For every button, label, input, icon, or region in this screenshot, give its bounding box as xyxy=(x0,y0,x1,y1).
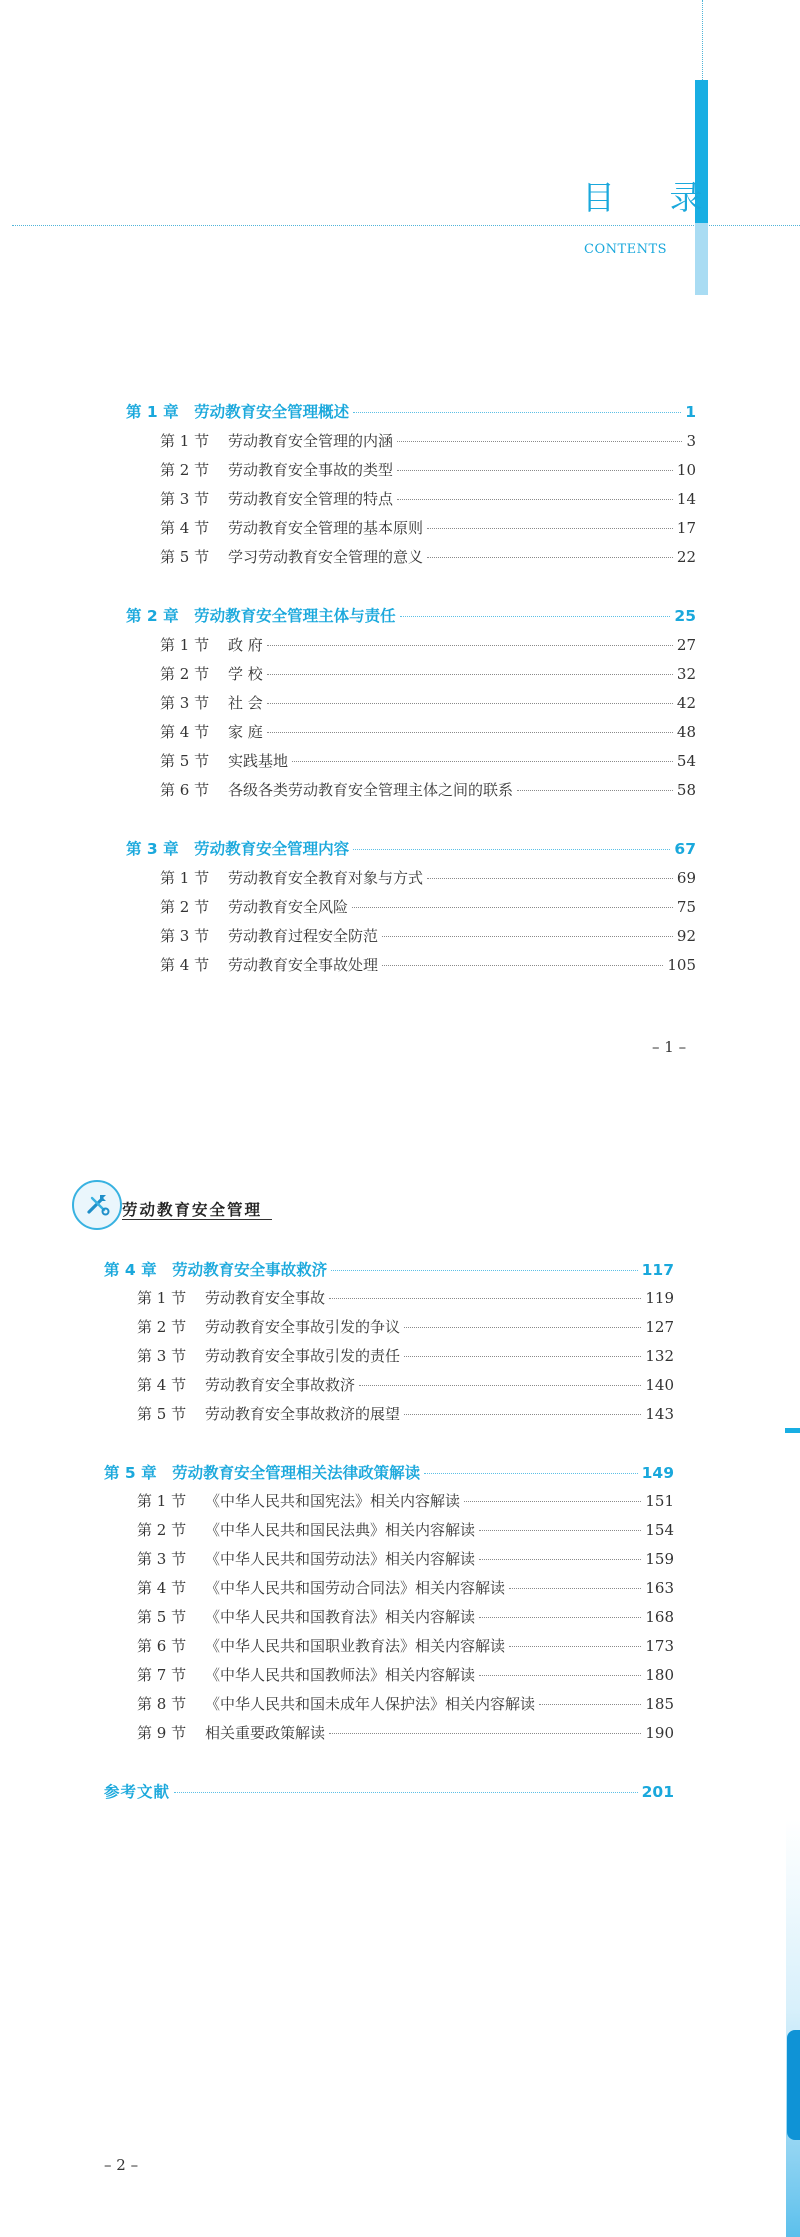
header-accent-bar-light xyxy=(695,223,708,295)
page-number-1: – 1 – xyxy=(652,1038,687,1056)
toc-section[interactable]: 第 2 节 劳动教育安全事故引发的争议 127 xyxy=(137,1318,674,1336)
page-number-2: – 2 – xyxy=(104,2156,139,2174)
toc-section[interactable]: 第 3 节 《中华人民共和国劳动法》相关内容解读 159 xyxy=(137,1550,674,1568)
toc-section[interactable]: 第 5 节 学习劳动教育安全管理的意义 22 xyxy=(160,548,696,566)
toc-section[interactable]: 第 3 节 社 会 42 xyxy=(160,694,696,712)
toc-section[interactable]: 第 2 节 《中华人民共和国民法典》相关内容解读 154 xyxy=(137,1521,674,1539)
toc-section[interactable]: 第 4 节 《中华人民共和国劳动合同法》相关内容解读 163 xyxy=(137,1579,674,1597)
header-dotted-vertical xyxy=(702,0,703,80)
toc-chapter-4[interactable]: 第 4 章 劳动教育安全事故救济 117 xyxy=(104,1261,674,1279)
page-title: 目 录 xyxy=(582,178,725,217)
tools-icon xyxy=(84,1190,112,1218)
toc-section[interactable]: 第 3 节 劳动教育安全管理的特点 14 xyxy=(160,490,696,508)
toc-chapter-3[interactable]: 第 3 章 劳动教育安全管理内容 67 xyxy=(126,840,696,858)
toc-section[interactable]: 第 1 节 政 府 27 xyxy=(160,636,696,654)
toc-section[interactable]: 第 3 节 劳动教育过程安全防范 92 xyxy=(160,927,696,945)
toc-chapter-1[interactable]: 第 1 章 劳动教育安全管理概述 1 xyxy=(126,403,696,421)
toc-section[interactable]: 第 5 节 《中华人民共和国教育法》相关内容解读 168 xyxy=(137,1608,674,1626)
toc-section[interactable]: 第 4 节 劳动教育安全事故救济 140 xyxy=(137,1376,674,1394)
toc-section[interactable]: 第 5 节 实践基地 54 xyxy=(160,752,696,770)
toc-chapter-2[interactable]: 第 2 章 劳动教育安全管理主体与责任 25 xyxy=(126,607,696,625)
toc-section[interactable]: 第 4 节 劳动教育安全事故处理 105 xyxy=(160,956,696,974)
edge-accent xyxy=(787,2030,800,2140)
header-dotted-rule xyxy=(12,225,800,226)
edge-gradient xyxy=(786,1820,800,2237)
toc-section[interactable]: 第 9 节 相关重要政策解读 190 xyxy=(137,1724,674,1742)
toc-section[interactable]: 第 2 节 学 校 32 xyxy=(160,665,696,683)
book-name: 劳动教育安全管理 xyxy=(122,1200,263,1219)
toc-section[interactable]: 第 4 节 劳动教育安全管理的基本原则 17 xyxy=(160,519,696,537)
toc-section[interactable]: 第 1 节 《中华人民共和国宪法》相关内容解读 151 xyxy=(137,1492,674,1510)
toc-section[interactable]: 第 8 节 《中华人民共和国未成年人保护法》相关内容解读 185 xyxy=(137,1695,674,1713)
toc-section[interactable]: 第 3 节 劳动教育安全事故引发的责任 132 xyxy=(137,1347,674,1365)
toc-section[interactable]: 第 4 节 家 庭 48 xyxy=(160,723,696,741)
edge-tab-marker xyxy=(785,1428,800,1433)
toc-references[interactable]: 参考文献 201 xyxy=(104,1783,674,1801)
book-name-underline xyxy=(122,1219,272,1220)
toc-section[interactable]: 第 1 节 劳动教育安全事故 119 xyxy=(137,1289,674,1307)
toc-chapter-5[interactable]: 第 5 章 劳动教育安全管理相关法律政策解读 149 xyxy=(104,1464,674,1482)
toc-section[interactable]: 第 7 节 《中华人民共和国教师法》相关内容解读 180 xyxy=(137,1666,674,1684)
toc-section[interactable]: 第 6 节 《中华人民共和国职业教育法》相关内容解读 173 xyxy=(137,1637,674,1655)
toc-section[interactable]: 第 5 节 劳动教育安全事故救济的展望 143 xyxy=(137,1405,674,1423)
toc-section[interactable]: 第 1 节 劳动教育安全教育对象与方式 69 xyxy=(160,869,696,887)
toc-section[interactable]: 第 6 节 各级各类劳动教育安全管理主体之间的联系 58 xyxy=(160,781,696,799)
page-subtitle: CONTENTS xyxy=(584,242,668,257)
toc-section[interactable]: 第 1 节 劳动教育安全管理的内涵 3 xyxy=(160,432,696,450)
toc-section[interactable]: 第 2 节 劳动教育安全事故的类型 10 xyxy=(160,461,696,479)
toc-section[interactable]: 第 2 节 劳动教育安全风险 75 xyxy=(160,898,696,916)
